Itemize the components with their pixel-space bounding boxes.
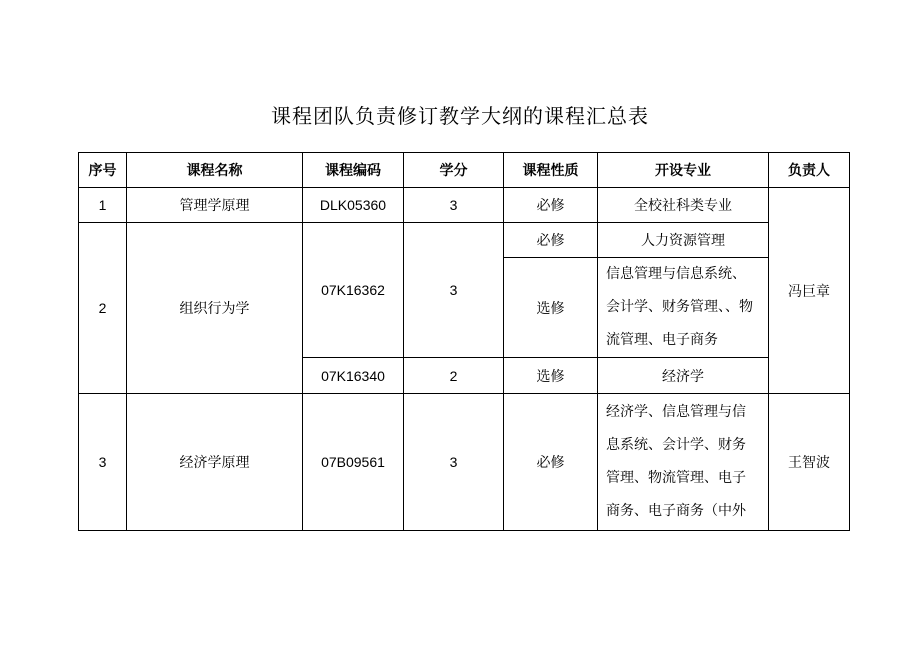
row2a2-nature: 选修 [504, 258, 598, 358]
row3-course-name: 经济学原理 [127, 394, 303, 531]
header-row [79, 153, 850, 188]
row3-major [598, 394, 769, 531]
row2b-major: 经济学 [598, 358, 769, 394]
major-line: 商务、电子商务（中外 [606, 503, 746, 519]
row3-seq: 3 [79, 394, 127, 531]
row2a1-major: 人力资源管理 [598, 223, 769, 258]
row3-nature: 必修 [504, 394, 598, 531]
header-course-name: 课程名称 [127, 153, 303, 188]
major-line: 经济学、信息管理与信 [606, 404, 746, 420]
header-owner: 负责人 [769, 153, 850, 188]
row2-course-name: 组织行为学 [127, 223, 303, 394]
row1-nature: 必修 [504, 188, 598, 223]
major-line: 息系统、会计学、财务 [606, 437, 746, 453]
row1-course-name: 管理学原理 [127, 188, 303, 223]
header-seq: 序号 [79, 153, 127, 188]
header-course-code: 课程编码 [303, 153, 404, 188]
table-row [79, 394, 850, 531]
row2a-credit: 3 [404, 223, 504, 358]
row1-credit: 3 [404, 188, 504, 223]
row1-course-code: DLK05360 [303, 188, 404, 223]
major-line: 会计学、财务管理、、物 [606, 299, 753, 315]
header-credit: 学分 [404, 153, 504, 188]
header-course-nature: 课程性质 [504, 153, 598, 188]
row2a2-major [598, 258, 769, 358]
owner-feng: 冯巨章 [769, 188, 850, 394]
row2b-course-code: 07K16340 [303, 358, 404, 394]
row1-seq: 1 [79, 188, 127, 223]
major-line: 管理、物流管理、电子 [606, 470, 746, 486]
row2b-credit: 2 [404, 358, 504, 394]
table-row [79, 223, 850, 258]
row2b-nature: 选修 [504, 358, 598, 394]
major-line: 信息管理与信息系统、 [606, 266, 746, 282]
owner-wang: 王智波 [769, 394, 850, 531]
row3-credit: 3 [404, 394, 504, 531]
row2a-course-code: 07K16362 [303, 223, 404, 358]
row2a1-nature: 必修 [504, 223, 598, 258]
row1-major: 全校社科类专业 [598, 188, 769, 223]
row2-seq: 2 [79, 223, 127, 394]
course-summary-table [78, 152, 850, 531]
row3-course-code: 07B09561 [303, 394, 404, 531]
major-line: 流管理、电子商务 [606, 332, 718, 348]
table-row [79, 188, 850, 223]
page-title: 课程团队负责修订教学大纲的课程汇总表 [271, 104, 649, 128]
header-major: 开设专业 [598, 153, 769, 188]
